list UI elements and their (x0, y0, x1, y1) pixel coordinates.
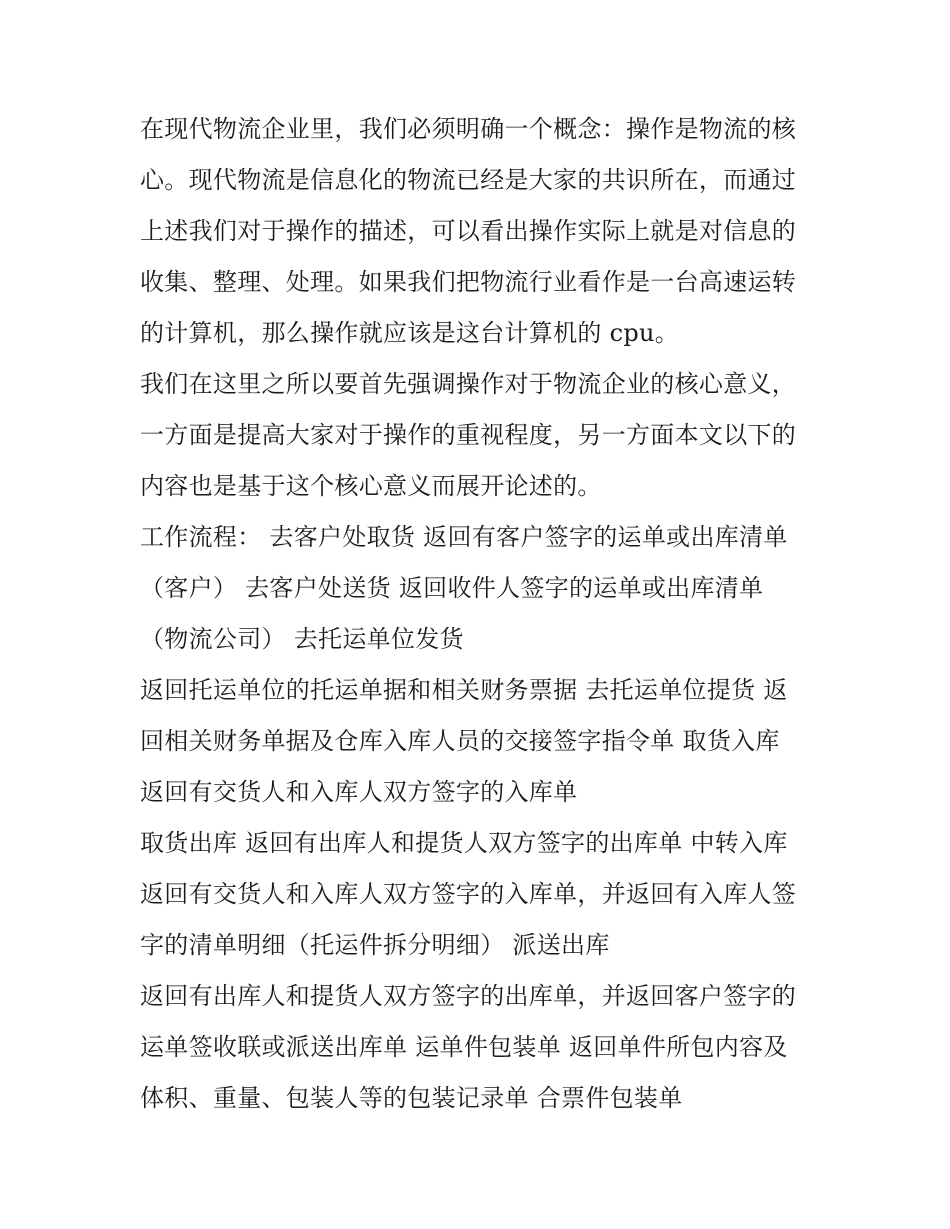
text-line: 返回有出库人和提货人双方签字的出库单，并返回客户签字的 (140, 982, 797, 1010)
text-line: 回相关财务单据及仓库入库人员的交接签字指令单 取货入库 (140, 727, 780, 755)
text-line: 返回托运单位的托运单据和相关财务票据 去托运单位提货 返 (140, 676, 788, 704)
text-line: 返回有交货人和入库人双方签字的入库单 (140, 778, 578, 806)
text-line: 的计算机，那么操作就应该是这台计算机的 cpu。 (140, 319, 680, 347)
text-line: 工作流程： 去客户处取货 返回有客户签字的运单或出库清单 (140, 523, 788, 551)
text-line: 在现代物流企业里，我们必须明确一个概念：操作是物流的核 (140, 115, 797, 143)
text-line: 心。现代物流是信息化的物流已经是大家的共识所在，而通过 (140, 166, 797, 194)
text-line: 上述我们对于操作的描述，可以看出操作实际上就是对信息的 (140, 217, 797, 245)
text-line: 收集、整理、处理。如果我们把物流行业看作是一台高速运转 (140, 268, 797, 296)
text-line: 取货出库 返回有出库人和提货人双方签字的出库单 中转入库 (140, 829, 788, 857)
text-line: 我们在这里之所以要首先强调操作对于物流企业的核心意义， (140, 370, 797, 398)
text-line: 运单签收联或派送出库单 运单件包装单 返回单件所包内容及 (140, 1033, 788, 1061)
text-line: 体积、重量、包装人等的包装记录单 合票件包装单 (140, 1084, 683, 1112)
text-line: 字的清单明细（托运件拆分明细） 派送出库 (140, 931, 610, 959)
document-body (140, 104, 820, 1124)
text-line: 返回有交货人和入库人双方签字的入库单，并返回有入库人签 (140, 880, 797, 908)
text-line: （物流公司） 去托运单位发货 (140, 625, 464, 653)
text-line: 一方面是提高大家对于操作的重视程度，另一方面本文以下的 (140, 421, 797, 449)
text-line: （客户） 去客户处送货 返回收件人签字的运单或出库清单 (140, 574, 764, 602)
text-line: 内容也是基于这个核心意义而展开论述的。 (140, 472, 602, 500)
